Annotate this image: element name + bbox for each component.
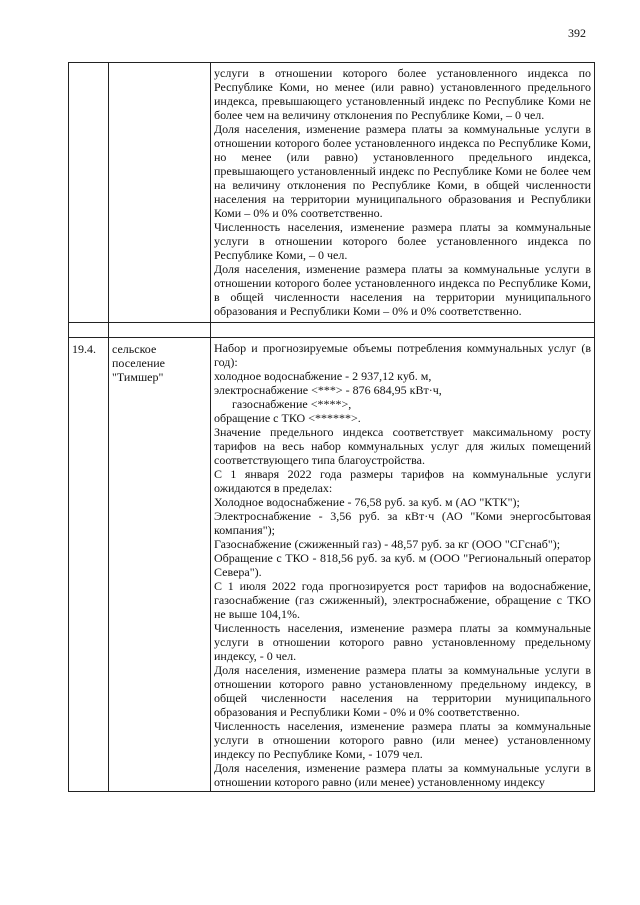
tariff-table [68, 62, 595, 792]
settlement-name-cell: сельское поселение "Тимшер" [109, 338, 211, 792]
service-item: обращение с ТКО <******>. [214, 411, 361, 425]
table-row-timsher [69, 338, 595, 792]
service-item: газоснабжение <****>, [232, 397, 352, 411]
description-cell [211, 63, 595, 323]
table-row-spacer [69, 323, 595, 338]
paragraph: Численность населения, изменение размера платы за коммунальные услуги в отношении которого равно установленному предельному индексу, - 0 чел. [214, 621, 591, 663]
paragraph: Численность населения, изменение размера платы за коммунальные услуги в отношении которого более установленного индекса по Республике Коми, – 0 чел. [214, 220, 591, 262]
paragraph: Значение предельного индекса соответствует максимальному росту тарифов на весь набор коммунальных услуг для жилых помещений соответствующего типа благоустройства. [214, 425, 591, 467]
paragraph: С 1 июля 2022 года прогнозируется рост тарифов на водоснабжение, газоснабжение (газ сжиженный), электроснабжение, обращение с ТКО не выше 104,1%. [214, 579, 591, 621]
paragraph: услуги в отношении которого более установленного индекса по Республике Коми, но менее (или равно) установленного предельного индекса, превышающего установленный индекс по Республике Коми не более чем на величину отклонения по Республике Коми, – 0 чел. [214, 66, 591, 122]
page-number: 392 [568, 26, 586, 40]
table-row-continuation [69, 63, 595, 323]
paragraph: Численность населения, изменение размера платы за коммунальные услуги в отношении которого равно (или менее) установленному индексу по Республике Коми, - 1079 чел. [214, 719, 591, 761]
paragraph: Доля населения, изменение размера платы за коммунальные услуги в отношении которого равно установленному предельному индексу, в общей численности населения на территории муниципального образования и Республики Коми - 0% и 0% соответственно. [214, 663, 591, 719]
paragraph: Набор и прогнозируемые объемы потребления коммунальных услуг (в год): [214, 341, 591, 369]
settlement-name-cell [109, 63, 211, 323]
service-item: холодное водоснабжение - 2 937,12 куб. м, [214, 369, 432, 383]
tariff-line: Газоснабжение (сжиженный газ) - 48,57 руб. за кг (ООО "СГснаб"); [214, 537, 561, 551]
paragraph: С 1 января 2022 года размеры тарифов на коммунальные услуги ожидаются в пределах: [214, 467, 591, 495]
paragraph: Доля населения, изменение размера платы за коммунальные услуги в отношении которого более установленного индекса по Республике Коми, но менее (или равно) установленного предельного индекса, превышающего установленный индекс по Республике Коми не более чем на величину отклонения по Республике Коми, в общей численности населения на территории муниципального образования и Республики Коми – 0% и 0% соответственно. [214, 122, 591, 220]
tariff-line: Электроснабжение - 3,56 руб. за кВт·ч (АО "Коми энергосбытовая компания"); [214, 509, 591, 537]
description-cell [211, 338, 595, 792]
paragraph: Доля населения, изменение размера платы за коммунальные услуги в отношении которого более установленного индекса по Республике Коми, в общей численности населения на территории муниципального образования и Республики Коми – 0% и 0% соответственно. [214, 262, 591, 318]
row-number-cell: 19.4. [69, 338, 109, 792]
row-number-cell [69, 63, 109, 323]
tariff-line: Обращение с ТКО - 818,56 руб. за куб. м (ООО "Региональный оператор Севера"). [214, 551, 591, 579]
tariff-line: Холодное водоснабжение - 76,58 руб. за куб. м (АО "КТК"); [214, 495, 520, 509]
service-item: электроснабжение <***> - 876 684,95 кВт·ч, [214, 383, 442, 397]
paragraph: Доля населения, изменение размера платы за коммунальные услуги в отношении которого равно (или менее) установленному индексу [214, 761, 591, 789]
